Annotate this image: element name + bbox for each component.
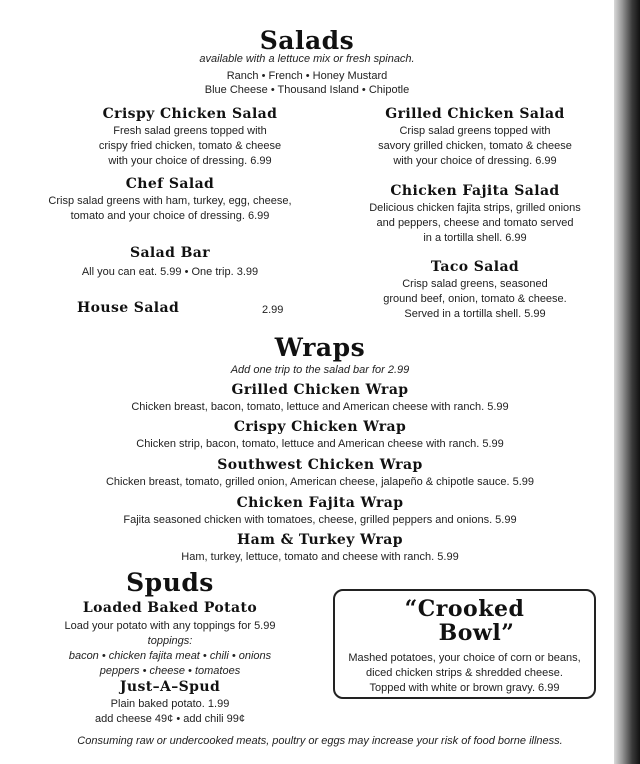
item-desc-line: All you can eat. 5.99 • One trip. 3.99	[81, 266, 259, 278]
wrap-item	[0, 457, 640, 490]
item-desc-line: savory grilled chicken, tomato & cheese	[378, 140, 572, 152]
item-title: Crispy Chicken Salad	[102, 106, 278, 122]
item-desc-line: Chicken strip, bacon, tomato, lettuce and American cheese with ranch. 5.99	[136, 438, 504, 450]
item-desc-line: add cheese 49¢ • add chili 99¢	[94, 713, 246, 725]
item-title: Ham & Turkey Wrap	[237, 532, 403, 548]
item-desc-line: Chicken breast, bacon, tomato, lettuce and American cheese with ranch. 5.99	[131, 401, 509, 413]
wraps-subtitle: Add one trip to the salad bar for 2.99	[230, 364, 410, 376]
crooked-bowl	[335, 591, 594, 696]
item-title: Southwest Chicken Wrap	[217, 457, 423, 473]
item-title: Chef Salad	[125, 176, 215, 192]
just-a-spud	[20, 679, 320, 727]
item-title: Just–A–Spud	[119, 679, 221, 695]
item-desc-line: Crisp salad greens, seasoned	[402, 278, 548, 290]
item-desc-line: diced chicken strips & shredded cheese.	[366, 667, 563, 679]
crooked-bowl-box	[333, 589, 596, 699]
item-desc-line: Mashed potatoes, your choice of corn or beans,	[348, 652, 581, 664]
item-desc-line: Topped with white or brown gravy. 6.99	[369, 682, 560, 694]
item-title: Taco Salad	[430, 259, 520, 275]
item-title: Chicken Fajita Salad	[390, 183, 560, 199]
salads-section	[0, 26, 614, 55]
item-desc-line: Ham, turkey, lettuce, tomato and cheese with ranch. 5.99	[181, 551, 459, 563]
chicken-fajita-salad	[320, 183, 630, 246]
item-title: Crispy Chicken Wrap	[233, 419, 407, 435]
crispy-chicken-salad	[40, 106, 340, 169]
item-title: Grilled Chicken Wrap	[231, 382, 409, 398]
bowl-title-line: Bowl”	[438, 620, 515, 646]
spuds-title: Spuds	[126, 568, 214, 597]
item-desc-line: Served in a tortilla shell. 5.99	[404, 308, 546, 320]
item-desc-line: Plain baked potato. 1.99	[110, 698, 230, 710]
item-title: Loaded Baked Potato	[82, 600, 258, 616]
item-desc-line: Delicious chicken fajita strips, grilled onions	[369, 202, 581, 214]
item-desc-line: Chicken breast, tomato, grilled onion, American cheese, jalapeño & chipotle sauce. 5.99	[105, 476, 535, 488]
wrap-item	[0, 532, 640, 565]
toppings-line: peppers • cheese • tomatoes	[99, 665, 241, 677]
item-desc-line: ground beef, onion, tomato & cheese.	[383, 293, 567, 305]
salads-title: Salads	[259, 26, 355, 55]
item-title: Grilled Chicken Salad	[385, 106, 565, 122]
salads-subtitle: available with a lettuce mix or fresh spinach.	[199, 53, 415, 65]
chef-salad	[20, 176, 320, 224]
loaded-baked-potato	[20, 600, 320, 679]
item-desc-line: with your choice of dressing. 6.99	[108, 155, 272, 167]
toppings-label: toppings:	[147, 635, 193, 647]
wrap-item	[0, 382, 640, 415]
page-edge-shadow	[614, 0, 640, 764]
house-salad-title: House Salad	[77, 300, 180, 316]
item-desc-line: crispy fried chicken, tomato & cheese	[98, 140, 282, 152]
item-desc-line: Fajita seasoned chicken with tomatoes, cheese, grilled peppers and onions. 5.99	[123, 514, 517, 526]
item-title: Chicken Fajita Wrap	[236, 495, 404, 511]
wrap-item	[0, 495, 640, 528]
bowl-title-line: “Crooked	[404, 596, 525, 622]
item-desc-line: tomato and your choice of dressing. 6.99	[70, 210, 270, 222]
taco-salad	[320, 259, 630, 322]
item-desc-line: and peppers, cheese and tomato served	[376, 217, 574, 229]
item-desc-line: with your choice of dressing. 6.99	[393, 155, 557, 167]
house-salad-price: 2.99	[262, 304, 284, 316]
grilled-chicken-salad	[320, 106, 630, 169]
salad-bar	[20, 245, 320, 280]
dressings-line-2: Blue Cheese • Thousand Island • Chipotle	[204, 84, 410, 96]
wrap-item	[0, 419, 640, 452]
item-desc-line: in a tortilla shell. 6.99	[423, 232, 527, 244]
item-desc-line: Fresh salad greens topped with	[113, 125, 267, 137]
dressings-line-1: Ranch • French • Honey Mustard	[226, 70, 388, 82]
wraps-section	[0, 333, 640, 362]
item-desc-line: Crisp salad greens with ham, turkey, egg, cheese,	[48, 195, 292, 207]
item-title: Salad Bar	[129, 245, 211, 261]
wraps-title: Wraps	[274, 333, 366, 362]
disclaimer: Consuming raw or undercooked meats, poultry or eggs may increase your risk of food borne illness.	[77, 735, 563, 747]
item-desc-line: Crisp salad greens topped with	[399, 125, 551, 137]
spuds-section	[30, 568, 310, 597]
item-desc-line: Load your potato with any toppings for 5.99	[64, 620, 276, 632]
toppings-line: bacon • chicken fajita meat • chili • onions	[68, 650, 272, 662]
